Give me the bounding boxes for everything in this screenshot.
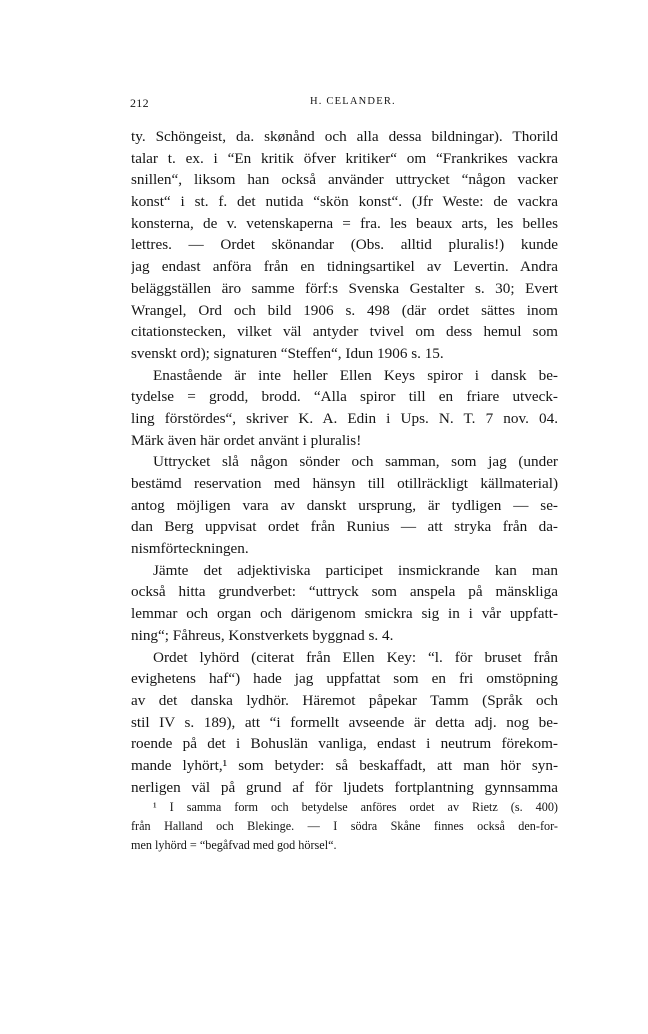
text-line: nismförteckningen. [131, 540, 249, 558]
text-line: ling förstördes“, skriver K. A. Edin i Ups. N. T. 7 nov. 04. [131, 409, 558, 427]
text-line: konsterna, de v. vetenskaperna = fra. les beaux arts, les belles [131, 214, 558, 232]
paragraph-start: Jämte det adjektiviska participet insmickrande kan man [153, 561, 558, 579]
text-line: Märk även här ordet använt i pluralis! [131, 431, 362, 449]
text-line: talar t. ex. i “En kritik öfver kritiker“ om “Frankrikes vackra [131, 149, 558, 167]
text-line: beläggställen äro samme förf:s Svenska Gestalter s. 30; Evert [131, 279, 558, 297]
paragraph-start: Uttrycket slå någon sönder och samman, som jag (under [153, 453, 558, 471]
text-line: bestämd reservation med hänsyn till otillräckligt källmaterial) [131, 475, 558, 492]
footnote-line: ¹ I samma form och betydelse anföres ordet av Rietz (s. 400) [153, 800, 558, 814]
text-line: nerligen väl på grund af för ljudets fortplantning gynnsamma [131, 778, 558, 796]
paragraph-start: Ordet lyhörd (citerat från Ellen Key: “l. för bruset från [153, 648, 558, 666]
text-line: jag endast anföra från en tidningsartikel av Levertin. Andra [131, 258, 558, 276]
footnote-line: från Halland och Blekinge. — I södra Skåne finnes också den-for- [131, 819, 558, 833]
text-line: ty. Schöngeist, da. skønånd och alla dessa bildningar). Thorild [131, 128, 558, 145]
text-line: citationstecken, vilket väl antyder tvivel om dess hemul som [131, 323, 558, 341]
text-line: dan Berg uppvisat ordet från Runius — att stryka från da- [131, 518, 558, 536]
text-line: konst“ i st. f. det nutida “skön konst“. (Jfr Weste: de vackra [131, 193, 558, 211]
text-line: roende på det i Bohuslän vanliga, endast i neutrum förekom- [131, 735, 558, 753]
text-line: lemmar och organ och därigenom smickra sig in i vår uppfatt- [131, 605, 558, 623]
footnote-line: men lyhörd = “begåfvad med god hörsel“. [131, 838, 337, 852]
text-line: evighetens haf“) hade jag uppfattat som en fri omstöpning [131, 670, 558, 688]
paragraph-start: Enastående är inte heller Ellen Keys spiror i dansk be- [153, 366, 558, 384]
text-line: stil IV s. 189), att “i formellt avseende är detta adj. nog be- [131, 713, 558, 731]
running-title: H. CELANDER. [310, 96, 396, 107]
text-line: antog möjligen vara av danskt ursprung, är tydligen — se- [131, 496, 558, 514]
text-line: mande lyhört,¹ som betyder: så beskaffadt, att man hör syn- [131, 756, 558, 774]
text-line: snillen“, liksom han också använder uttrycket “någon vacker [131, 171, 558, 189]
text-line: av det danska lydhör. Häremot påpekar Tamm (Språk och [131, 691, 558, 709]
text-line: ning“; Fåhreus, Konstverkets byggnad s. 4. [131, 626, 394, 644]
footnote [131, 798, 558, 855]
page-header [130, 96, 560, 114]
text-line: tydelse = grodd, brodd. “Alla spiror till en friare utveck- [131, 388, 558, 406]
text-line: också hitta grundverbet: “uttryck som anspela på mänskliga [131, 583, 558, 601]
text-line: lettres. — Ordet skönandar (Obs. alltid pluralis!) kunde [131, 236, 558, 254]
body-text [131, 126, 558, 798]
text-line: svenskt ord); signaturen “Steffen“, Idun 1906 s. 15. [131, 344, 444, 362]
text-line: Wrangel, Ord och bild 1906 s. 498 (där ordet sättes inom [131, 301, 558, 319]
page-number: 212 [130, 96, 149, 110]
